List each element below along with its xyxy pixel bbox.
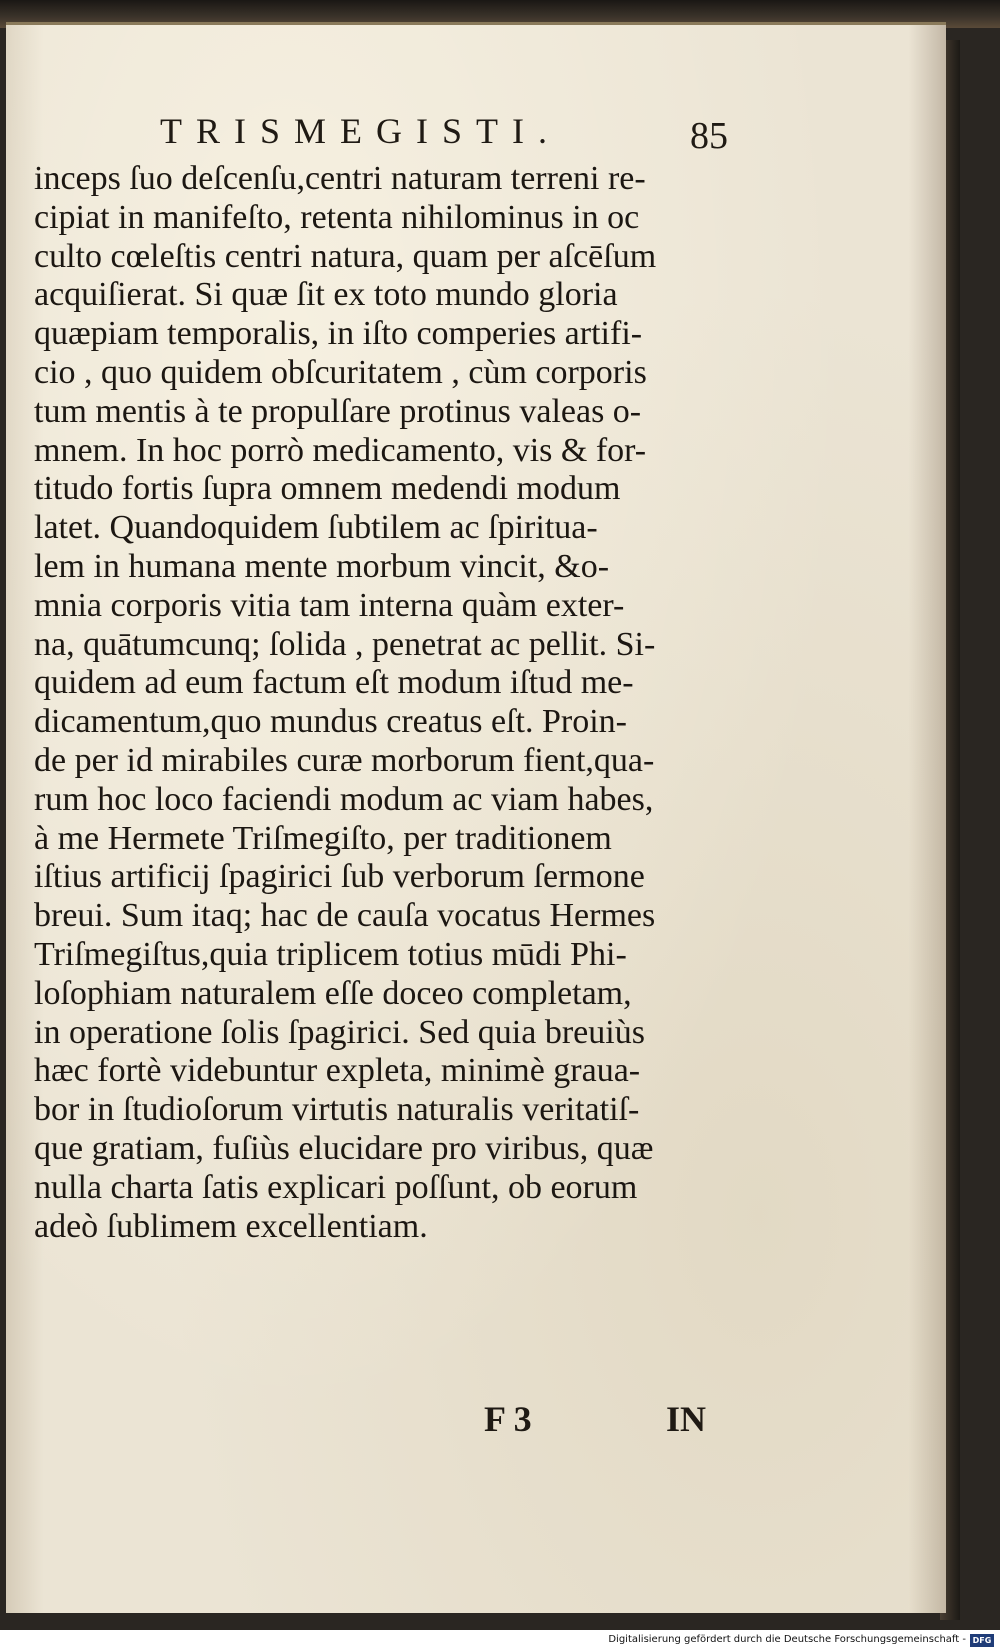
- text-line: mnem. In hoc porrò medicamento, vis & for-: [34, 431, 647, 469]
- body-text: [34, 160, 774, 1246]
- text-line: hæc fortè videbuntur expleta, minimè graua-: [34, 1052, 641, 1090]
- text-line: culto cœleſtis centri natura, quam per aſcēſum: [34, 237, 657, 275]
- dfg-logo-icon: DFG: [970, 1634, 994, 1647]
- text-line: in operatione ſolis ſpagirici. Sed quia breuiùs: [34, 1013, 645, 1051]
- running-title: TRISMEGISTI.: [160, 111, 561, 151]
- footer-bar: [0, 1630, 1000, 1652]
- text-line: mnia corporis vitia tam interna quàm exter-: [34, 586, 625, 624]
- text-line: lem in humana mente morbum vincit, &o-: [34, 547, 610, 585]
- page-number: 85: [690, 115, 728, 157]
- text-line: rum hoc loco faciendi modum ac viam habes,: [34, 780, 654, 818]
- text-line: breui. Sum itaq; hac de cauſa vocatus Hermes: [34, 897, 656, 935]
- text-line: que gratiam, fuſiùs elucidare pro viribus, quæ: [34, 1129, 654, 1167]
- catchword: IN: [666, 1399, 707, 1439]
- text-line: na, quātumcunq; ſolida , penetrat ac pellit. Si-: [34, 625, 656, 663]
- text-line: à me Hermete Triſmegiſto, per traditionem: [34, 819, 612, 857]
- text-line: Triſmegiſtus,quia triplicem totius mūdi Phi-: [34, 935, 627, 973]
- text-line: loſophiam naturalem eſſe doceo completam,: [34, 974, 632, 1012]
- text-line: dicamentum,quo mundus creatus eſt. Proin-: [34, 703, 627, 741]
- text-line: inceps ſuo deſcenſu,centri naturam terreni re-: [34, 160, 646, 197]
- text-line: cio , quo quidem obſcuritatem , cùm corporis: [34, 353, 647, 391]
- text-line: de per id mirabiles curæ morborum fient,qua-: [34, 741, 655, 779]
- text-line: bor in ſtudioſorum virtutis naturalis veritatiſ-: [34, 1091, 640, 1129]
- text-line: titudo fortis ſupra omnem medendi modum: [34, 470, 621, 508]
- text-line: nulla charta ſatis explicari poſſunt, ob eorum: [34, 1168, 638, 1206]
- text-line: tum mentis à te propulſare protinus valeas o-: [34, 392, 642, 430]
- text-line: latet. Quandoquidem ſubtilem ac ſpiritua-: [34, 509, 598, 547]
- text-line: cipiat in manifeſto, retenta nihilominus in oc: [34, 198, 640, 236]
- text-line: iſtius artificij ſpagirici ſub verborum ſermone: [34, 858, 645, 896]
- text-line: acquiſierat. Si quæ ſit ex toto mundo gloria: [34, 276, 618, 314]
- text-line: quæpiam temporalis, in iſto comperies artifi-: [34, 315, 643, 353]
- running-head: [160, 110, 760, 160]
- text-line: adeò ſublimem excellentiam.: [34, 1207, 428, 1245]
- text-line: quidem ad eum factum eſt modum iſtud me-: [34, 664, 634, 702]
- signature-mark: F 3: [484, 1399, 532, 1439]
- funding-credit: Digitalisierung gefördert durch die Deutsche Forschungsgemeinschaft -: [608, 1634, 966, 1645]
- signature-line: [484, 1398, 744, 1448]
